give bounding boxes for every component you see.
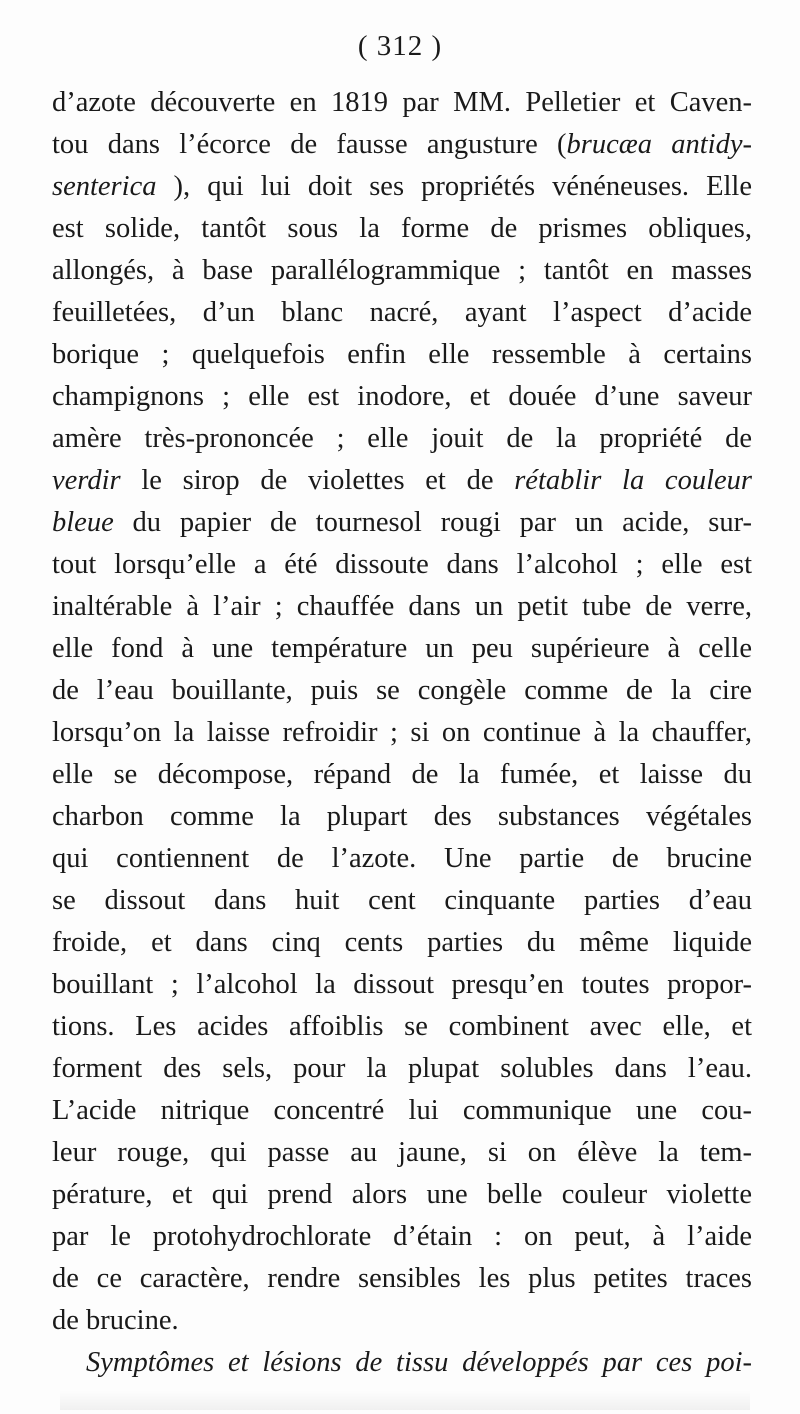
text-line <box>52 1174 752 1216</box>
italic-text: senterica <box>52 171 157 202</box>
text-line <box>52 250 752 292</box>
text-line <box>52 670 752 712</box>
text-line <box>52 418 752 460</box>
text-run: du papier de tournesol rougi par un acide, sur- <box>113 507 752 538</box>
text-run: lorsqu’on la laisse refroidir ; si on continue à la chauffer, <box>52 717 752 748</box>
text-line <box>52 922 752 964</box>
text-line <box>52 376 752 418</box>
text-run: de l’eau bouillante, puis se congèle comme de la cire <box>52 675 752 706</box>
text-run: borique ; quelquefois enfin elle ressemble à certains <box>52 339 752 370</box>
text-line <box>52 502 752 544</box>
text-run: L’acide nitrique concentré lui communique une cou- <box>52 1095 752 1126</box>
text-line <box>52 124 752 166</box>
page-number-header: ( 312 ) <box>357 30 443 62</box>
text-run: de ce caractère, rendre sensibles les plus petites traces <box>52 1263 752 1294</box>
text-run: est solide, tantôt sous la forme de prismes obliques, <box>52 213 752 244</box>
text-line <box>52 712 752 754</box>
text-run: allongés, à base parallélogrammique ; tantôt en masses <box>52 255 752 286</box>
text-line <box>52 292 752 334</box>
text-run: tou dans l’écorce de fausse angusture ( <box>52 129 567 160</box>
text-line <box>52 1258 752 1300</box>
text-run: qui contiennent de l’azote. Une partie de brucine <box>52 843 752 874</box>
text-run: le sirop de violettes et de <box>120 465 515 496</box>
italic-text: bleue <box>52 507 114 538</box>
text-line <box>52 208 752 250</box>
text-line <box>52 166 752 208</box>
text-line <box>52 1006 752 1048</box>
text-line <box>52 82 752 124</box>
italic-text: Symptômes et lésions de tissu développés par ces poi- <box>86 1347 752 1378</box>
text-run: bouillant ; l’alcohol la dissout presqu’en toutes propor- <box>52 969 752 1000</box>
text-run: froide, et dans cinq cents parties du même liquide <box>52 927 752 958</box>
text-run: charbon comme la plupart des substances végétales <box>52 801 752 832</box>
text-line <box>52 838 752 880</box>
text-line <box>52 964 752 1006</box>
text-line <box>52 544 752 586</box>
text-run: elle fond à une température un peu supérieure à celle <box>52 633 752 664</box>
italic-text: verdir <box>52 465 121 496</box>
text-line <box>52 1216 752 1258</box>
text-line <box>52 334 752 376</box>
text-line <box>52 1048 752 1090</box>
text-run: feuilletées, d’un blanc nacré, ayant l’aspect d’acide <box>52 297 752 328</box>
text-run: ), qui lui doit ses propriétés vénéneuses. Elle <box>156 171 752 202</box>
italic-text: rétablir la couleur <box>514 465 752 496</box>
body-text <box>52 82 752 1384</box>
bleed-through-shadow <box>60 1390 750 1410</box>
text-run: leur rouge, qui passe au jaune, si on élève la tem- <box>52 1137 752 1168</box>
text-line <box>52 1132 752 1174</box>
text-run: elle se décompose, répand de la fumée, et laisse du <box>52 759 752 790</box>
text-line <box>52 796 752 838</box>
section-heading-line <box>52 1342 752 1384</box>
text-line <box>52 1300 752 1342</box>
text-line <box>52 880 752 922</box>
text-run: de brucine. <box>52 1305 179 1336</box>
text-line <box>52 754 752 796</box>
text-line <box>52 1090 752 1132</box>
text-run: forment des sels, pour la plupat solubles dans l’eau. <box>52 1053 752 1084</box>
text-run: se dissout dans huit cent cinquante parties d’eau <box>52 885 752 916</box>
text-run: amère très-prononcée ; elle jouit de la propriété de <box>52 423 752 454</box>
text-line <box>52 460 752 502</box>
text-line <box>52 586 752 628</box>
text-run: inaltérable à l’air ; chauffée dans un petit tube de verre, <box>52 591 752 622</box>
text-run: tout lorsqu’elle a été dissoute dans l’alcohol ; elle est <box>52 549 752 580</box>
text-run: champignons ; elle est inodore, et douée d’une saveur <box>52 381 752 412</box>
text-run: tions. Les acides affoiblis se combinent avec elle, et <box>52 1011 752 1042</box>
text-line <box>52 628 752 670</box>
text-run: par le protohydrochlorate d’étain : on peut, à l’aide <box>52 1221 752 1252</box>
text-run: d’azote découverte en 1819 par MM. Pelletier et Caven- <box>52 87 752 118</box>
italic-text: brucæa antidy- <box>566 129 752 160</box>
text-run: pérature, et qui prend alors une belle couleur violette <box>52 1179 752 1210</box>
